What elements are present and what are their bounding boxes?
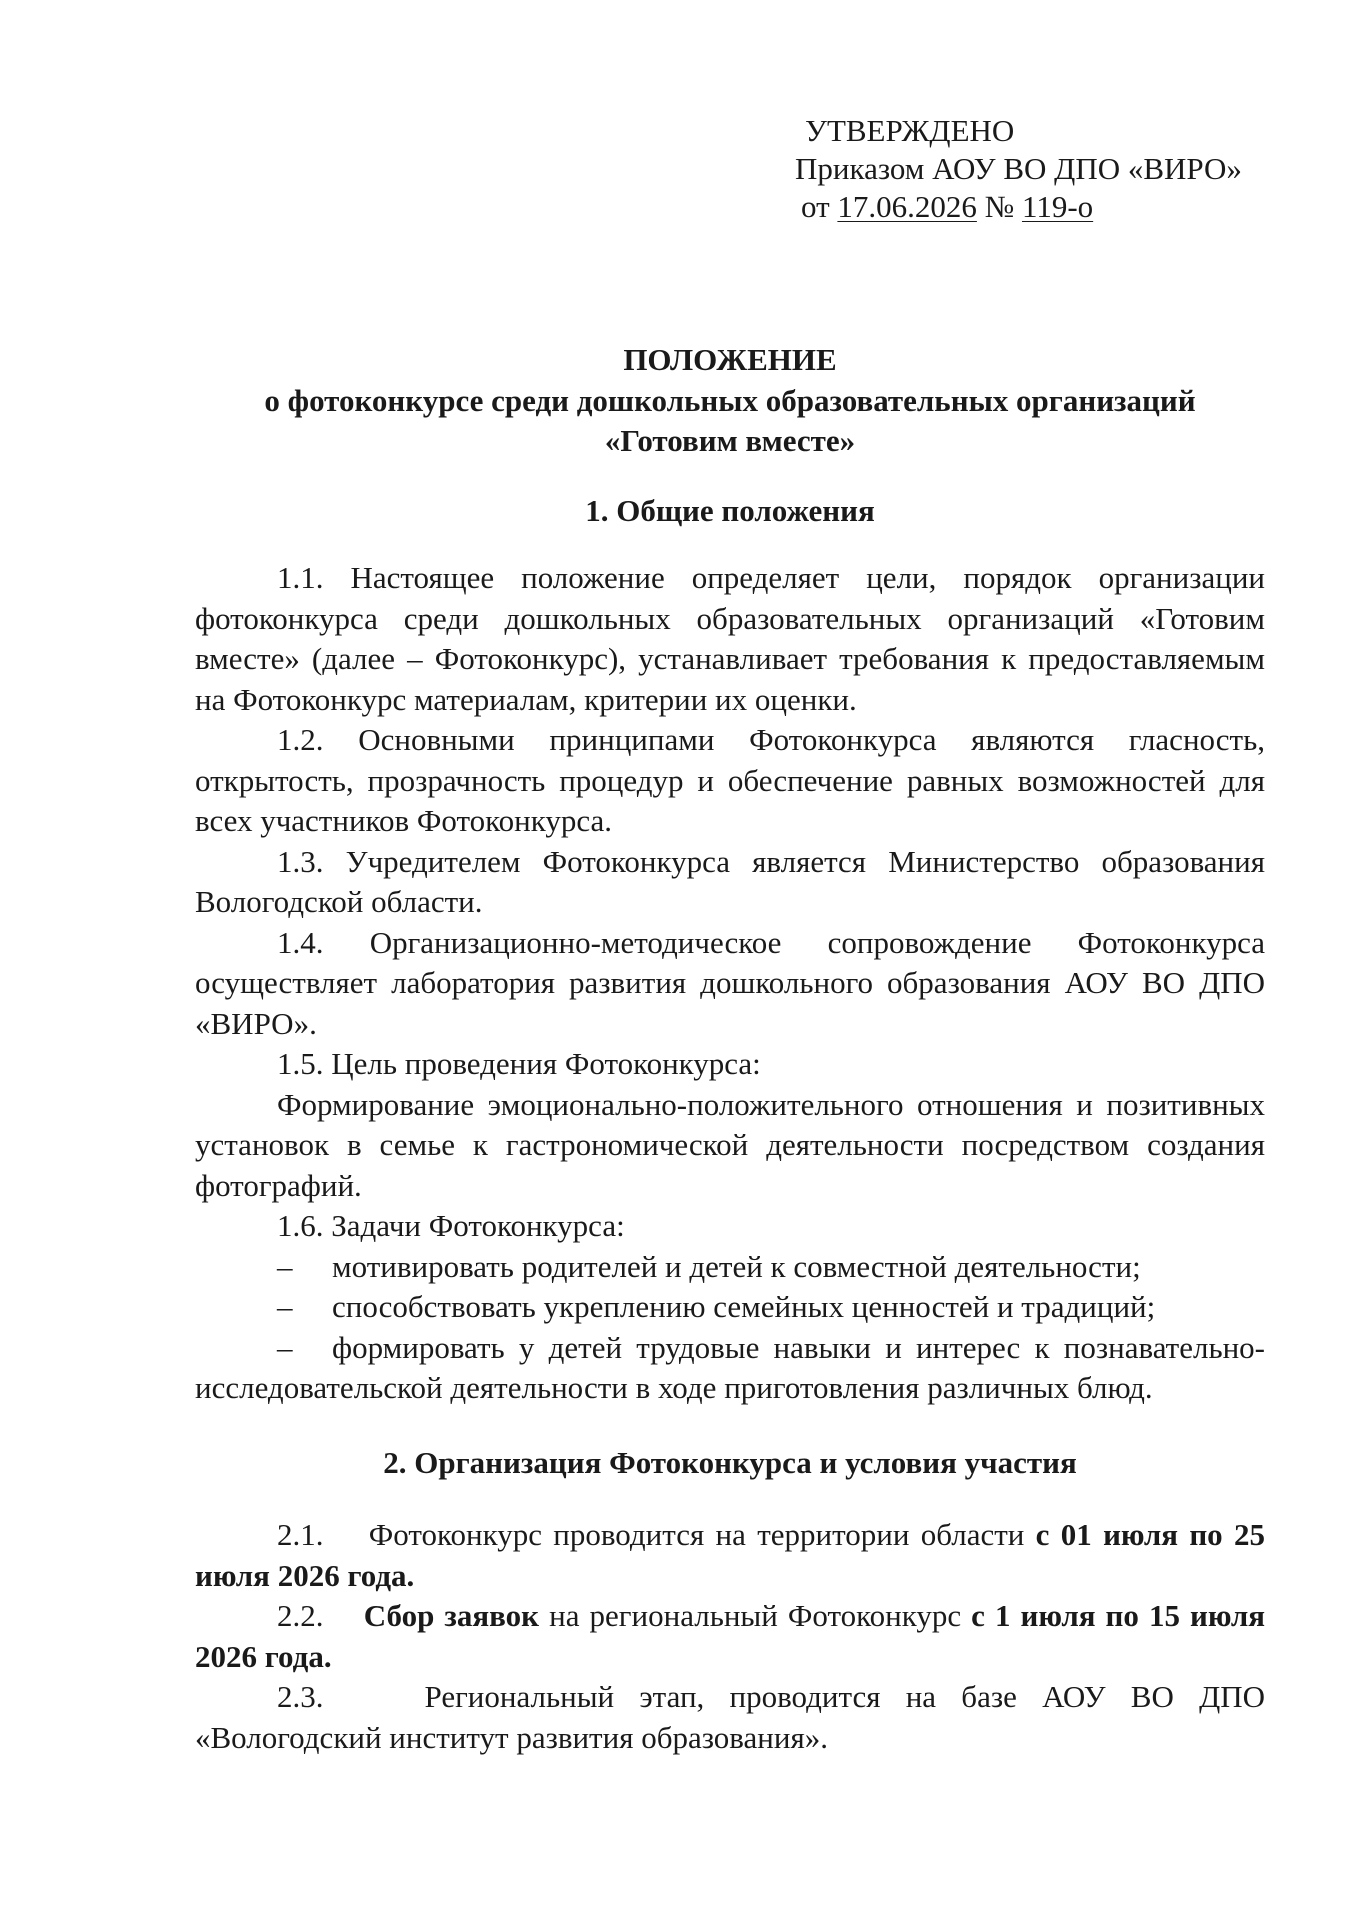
paragraph-2-3-text: Региональный этап, проводится на базе АОУ ВО ДПО «Вологодский институт развития образования».: [195, 1679, 1265, 1755]
paragraph-2-3-number: 2.3.: [277, 1679, 324, 1714]
paragraph-2-1-number: 2.1.: [277, 1517, 324, 1552]
paragraph-2-2-text: на региональный Фотоконкурс: [539, 1598, 972, 1633]
document-subtitle-1: о фотоконкурсе среди дошкольных образовательных организаций: [264, 382, 1196, 418]
paragraph-1-4: 1.4. Организационно-методическое сопровождение Фотоконкурса осуществляет лаборатория развития дошкольного образования АОУ ВО ДПО «ВИРО».: [195, 924, 1265, 1041]
paragraph-2-2-number: 2.2.: [277, 1598, 324, 1633]
paragraph-1-1: 1.1. Настоящее положение определяет цели, порядок организации фотоконкурса среди дошкольных образовательных организаций «Готовим вместе» (далее – Фотоконкурс), устанавливает требования к предоставляемым на Фотоконкурс материалам, критерии их оценки.: [195, 560, 1265, 717]
paragraph-2-1-text: Фотоконкурс проводится на территории области: [368, 1517, 1036, 1552]
document-subtitle-2: «Готовим вместе»: [604, 423, 856, 458]
paragraph-goal: Формирование эмоционально-положительного отношения и позитивных установок в семье к гастрономической деятельности посредством создания фотографий.: [195, 1086, 1265, 1203]
paragraph-2-3: [195, 1677, 1265, 1758]
document-body: [195, 340, 1265, 1758]
approval-number: 119-о: [1021, 189, 1094, 224]
approval-prefix: от: [801, 189, 838, 224]
paragraph-2-1-dates: с 01 июля по 25 июля 2026 года.: [195, 1517, 1266, 1593]
approval-stamp: [795, 112, 1242, 226]
approval-number-sign: №: [976, 189, 1022, 224]
paragraph-2-2: [195, 1596, 1265, 1677]
dash-marker: –: [277, 1329, 293, 1365]
approval-order: Приказом АОУ ВО ДПО «ВИРО»: [795, 151, 1242, 186]
paragraph-2-2-bold-label: Сбор заявок: [363, 1598, 540, 1633]
approval-date: 17.06.2026: [837, 189, 977, 224]
paragraph-1-3: 1.3. Учредителем Фотоконкурса является Министерство образования Вологодской области.: [195, 843, 1265, 919]
task-text-1: мотивировать родителей и детей к совместной деятельности;: [332, 1248, 1141, 1284]
paragraph-2-1: [195, 1515, 1265, 1596]
section-2-heading: 2. Организация Фотоконкурса и условия участия: [383, 1444, 1077, 1480]
task-item-1: [195, 1247, 1265, 1288]
task-item-3: [195, 1328, 1265, 1409]
approval-date-line: [795, 188, 1242, 226]
paragraph-1-5: 1.5. Цель проведения Фотоконкурса:: [277, 1046, 761, 1081]
paragraph-2-2-dates: с 1 июля по 15 июля 2026 года.: [195, 1598, 1265, 1674]
paragraph-1-2: 1.2. Основными принципами Фотоконкурса являются гласность, открытость, прозрачность процедур и обеспечение равных возможностей для всех участников Фотоконкурса.: [195, 722, 1265, 838]
task-item-2: [195, 1287, 1265, 1328]
dash-marker: –: [277, 1289, 293, 1324]
section-1-heading: 1. Общие положения: [585, 492, 875, 528]
paragraph-1-6: 1.6. Задачи Фотоконкурса:: [277, 1208, 625, 1243]
task-text-2: способствовать укреплению семейных ценностей и традиций;: [332, 1289, 1156, 1324]
task-text-3: формировать у детей трудовые навыки и интерес к познавательно-исследовательской деятельности в ходе приготовления различных блюд.: [195, 1329, 1265, 1405]
document-title: ПОЛОЖЕНИЕ: [623, 342, 837, 377]
dash-marker: –: [277, 1248, 293, 1284]
approval-title: УТВЕРЖДЕНО: [805, 113, 1015, 148]
